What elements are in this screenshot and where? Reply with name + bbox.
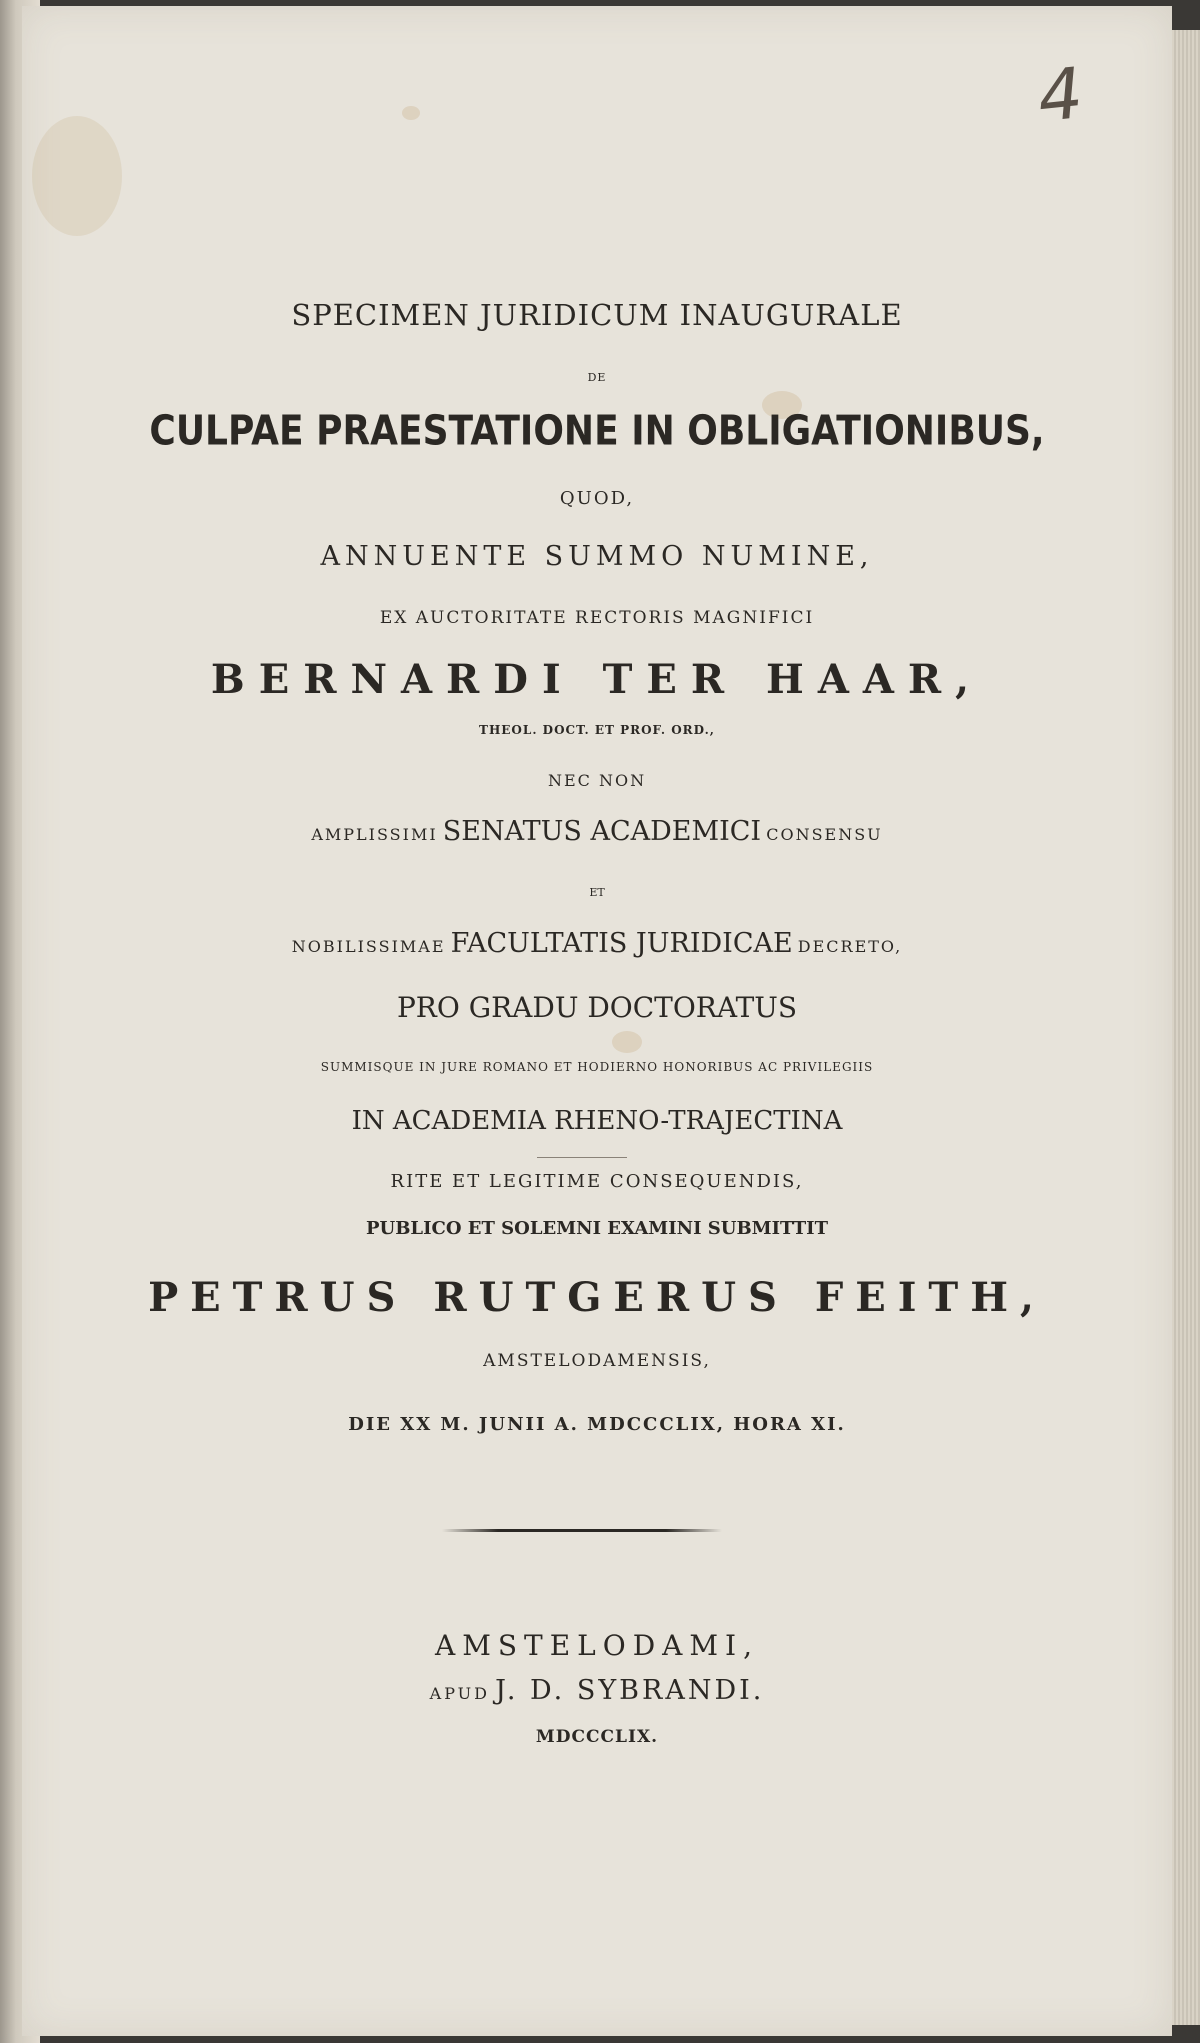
rector-name: BERNARDI TER HAAR,	[210, 656, 984, 703]
foxing-spot	[32, 116, 122, 236]
handwritten-page-number: 4	[1033, 51, 1087, 139]
decreto-word: DECRETO,	[797, 937, 903, 956]
publisher-name: J. D. SYBRANDI.	[495, 1675, 765, 1706]
specimen-heading: SPECIMEN JURIDICUM INAUGURALE	[291, 298, 903, 332]
author-name: PETRUS RUTGERUS FEITH,	[148, 1274, 1046, 1321]
short-divider	[537, 1157, 627, 1158]
de-line: DE	[587, 371, 607, 384]
facultatis-juridicae: FACULTATIS JURIDICAE	[450, 928, 793, 959]
foxing-spot	[612, 1031, 642, 1053]
summisque-line: SUMMISQUE IN JURE ROMANO ET HODIERNO HONORIBUS AC PRIVILEGIIS	[320, 1060, 874, 1074]
pro-gradu-line: PRO GRADU DOCTORATUS	[396, 991, 798, 1024]
imprint-city: AMSTELODAMI,	[434, 1629, 760, 1662]
facultatis-line	[22, 928, 1172, 959]
quod-line: QUOD,	[559, 488, 635, 509]
senatus-academici: SENATUS ACADEMICI	[442, 816, 762, 847]
auctoritate-line: EX AUCTORITATE RECTORIS MAGNIFICI	[379, 608, 815, 628]
senatus-line	[22, 816, 1172, 847]
imprint-publisher-line	[22, 1675, 1172, 1706]
nobilissimae-word: NOBILISSIMAE	[291, 937, 446, 956]
apud-word: APUD	[429, 1684, 490, 1703]
rite-line: RITE ET LEGITIME CONSEQUENDIS,	[390, 1171, 804, 1192]
ornamental-rule	[442, 1529, 722, 1532]
nec-non-line: NEC NON	[547, 771, 647, 790]
foxing-spot	[402, 106, 420, 120]
et-line: ET	[589, 886, 605, 899]
academia-line: IN ACADEMIA RHENO-TRAJECTINA	[351, 1106, 843, 1136]
consensu-word: CONSENSU	[766, 825, 883, 844]
imprint-year: MDCCCLIX.	[535, 1727, 659, 1747]
annuente-line: ANNUENTE SUMMO NUMINE,	[320, 541, 874, 572]
author-origin: AMSTELODAMENSIS,	[483, 1351, 711, 1371]
exam-date: DIE XX M. JUNII A. MDCCCLIX, HORA XI.	[348, 1414, 846, 1435]
rector-titles: THEOL. DOCT. ET PROF. ORD.,	[479, 723, 715, 737]
thesis-title: CULPAE PRAESTATIONE IN OBLIGATIONIBUS,	[149, 407, 1045, 456]
publico-line: PUBLICO ET SOLEMNI EXAMINI SUBMITTIT	[365, 1218, 828, 1239]
title-page	[22, 6, 1172, 2036]
amplissimi-word: AMPLISSIMI	[311, 825, 438, 844]
